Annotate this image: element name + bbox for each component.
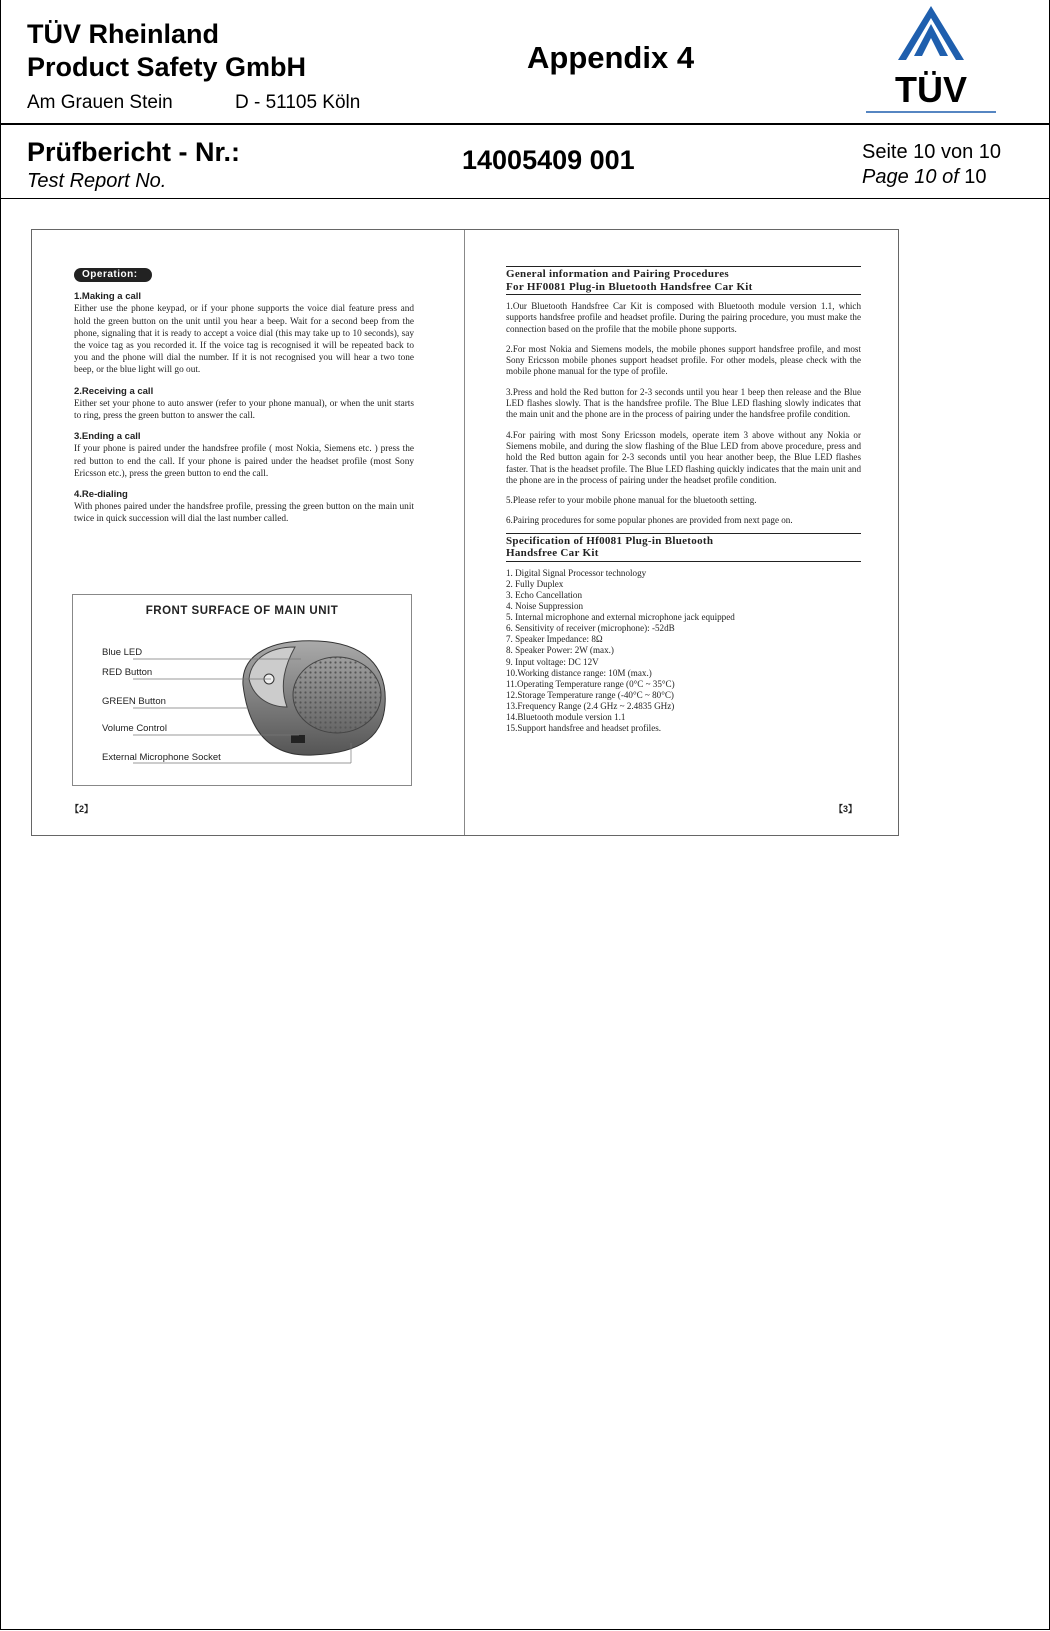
- header-divider: [0, 123, 1050, 125]
- spec-item: 1. Digital Signal Processor technology: [506, 567, 647, 578]
- manual-page-number-left: 【2】: [70, 804, 94, 814]
- front-surface-figure: [72, 594, 412, 786]
- figure-label: Volume Control: [102, 723, 167, 734]
- tuv-logo: [866, 2, 996, 114]
- spec-item: 11.Operating Temperature range (0°C ~ 35°C): [506, 678, 675, 689]
- section-text: If your phone is paired under the handsfree profile ( most Nokia, Siemens etc. ) press the red button to end the call. If your phone is paired under the headset profile (most Sony Ericsson etc.), press the green button to end the call.: [74, 444, 414, 479]
- section-text: With phones paired under the handsfree profile, pressing the green button on the main unit twice in quick succession will dial the last number called.: [74, 502, 414, 525]
- report-label-de: Prüfbericht - Nr.:: [27, 137, 241, 167]
- pairing-item: 6.Pairing procedures for some popular phones are provided from next page on.: [506, 515, 793, 526]
- page-fold: [464, 230, 465, 835]
- figure-label: RED Button: [102, 667, 153, 678]
- company-name-line1: TÜV Rheinland: [27, 19, 220, 49]
- spec-item: 2. Fully Duplex: [506, 578, 564, 589]
- section-title: 4.Re-dialing: [74, 489, 128, 501]
- scanned-manual-pages: [31, 229, 899, 836]
- spec-item: 8. Speaker Power: 2W (max.): [506, 645, 614, 656]
- section-title: 2.Receiving a call: [74, 385, 154, 397]
- address-street: Am Grauen Stein: [27, 92, 173, 113]
- spec-item: 4. Noise Suppression: [506, 601, 584, 612]
- spec-item: 6. Sensitivity of receiver (microphone): -52dB: [506, 623, 675, 634]
- spec-item: 9. Input voltage: DC 12V: [506, 656, 599, 667]
- page-number-de: Seite 10 von 10: [862, 141, 1001, 163]
- pairing-item: 2.For most Nokia and Siemens models, the mobile phones support handsfree profile, and most Sony Ericsson mobile phones support headset profile. For other models, please check with the mobile phone manual for the type of profile.: [506, 343, 861, 377]
- spec-item: 15.Support handsfree and headset profiles.: [506, 723, 662, 734]
- manual-left-page: [74, 268, 414, 526]
- spec-item: 3. Echo Cancellation: [506, 589, 583, 600]
- pairing-item: 3.Press and hold the Red button for 2-3 seconds until you hear 1 beep then release and the Blue LED flashes slowly. That is the handsfree profile. The Blue LED flashing slowly indicates that the main unit and the phone are in the process of pairing under the handsfree profile condition.: [506, 386, 861, 420]
- pairing-item: 4.For pairing with most Sony Ericsson models, operate item 3 above without any Nokia or Siemens mobile, and during the slow flashing of the Blue LED from above procedure, press and hold the Red button again for 2-3 seconds until you hear another beep, the Blue LED flashes faster. That is the headset profile. The Blue LED flashing quickly indicates that the main unit and the phone are in the process of pairing under the headset profile condition.: [506, 429, 861, 485]
- manual-right-page: [506, 266, 861, 734]
- spec-item: 10.Working distance range: 10M (max.): [506, 667, 652, 678]
- operation-label: Operation:: [74, 268, 152, 282]
- figure-title: FRONT SURFACE OF MAIN UNIT: [145, 605, 339, 617]
- spec-item: 12.Storage Temperature range (-40°C ~ 80°C): [506, 689, 674, 700]
- spec-item: 7. Speaker Impedance: 8Ω: [506, 634, 603, 645]
- pairing-item: 5.Please refer to your mobile phone manual for the bluetooth setting.: [506, 495, 757, 506]
- figure-label: Blue LED: [102, 647, 143, 658]
- figure-label: External Microphone Socket: [102, 752, 221, 763]
- pairing-heading: General information and Pairing Procedures For HF0081 Plug-in Bluetooth Handsfree Car Kit: [506, 266, 861, 295]
- page-number-en: Page 10 of 10: [862, 166, 987, 188]
- manual-page-number-right: 【3】: [834, 804, 858, 814]
- subheader-divider: [0, 198, 1050, 199]
- spec-item: 13.Frequency Range (2.4 GHz ~ 2.4835 GHz): [506, 700, 675, 711]
- spec-heading: Specification of Hf0081 Plug-in Bluetooth Handsfree Car Kit: [506, 533, 861, 562]
- section-title: 3.Ending a call: [74, 431, 141, 443]
- appendix-title: Appendix 4: [527, 40, 695, 75]
- section-title: 1.Making a call: [74, 291, 142, 303]
- section-text: Either use the phone keypad, or if your phone supports the voice dial feature press and hold the green button on the unit until you hear a beep. Wait for a second beep from the phone, signaling that it is ready to accept a voice dial (this may take up to 10 seconds), say the voice tag as you recorded it. If the voice tag is recognised it will be repeated back to you and the phone will dial the number. If it is not recognised you will hear a two tone beep, or the blue light will go out.: [74, 304, 414, 376]
- company-name-line2: Product Safety GmbH: [27, 52, 307, 82]
- logo-text: TÜV: [895, 69, 967, 110]
- spec-item: 5. Internal microphone and external microphone jack equipped: [506, 612, 735, 623]
- section-text: Either set your phone to auto answer (refer to your phone manual), or when the unit starts to ring, press the green button to answer the call.: [74, 398, 414, 422]
- report-number: 14005409 001: [462, 145, 635, 175]
- address-city: D - 51105 Köln: [235, 92, 361, 113]
- spec-item: 14.Bluetooth module version 1.1: [506, 711, 626, 722]
- pairing-item: 1.Our Bluetooth Handsfree Car Kit is composed with Bluetooth module version 1.1, which supports handsfree profile and headset profile. During the pairing procedure, you must make the connection based on the profile that the mobile phone supports.: [506, 301, 861, 334]
- report-label-en: Test Report No.: [27, 170, 167, 192]
- figure-label: GREEN Button: [102, 696, 166, 707]
